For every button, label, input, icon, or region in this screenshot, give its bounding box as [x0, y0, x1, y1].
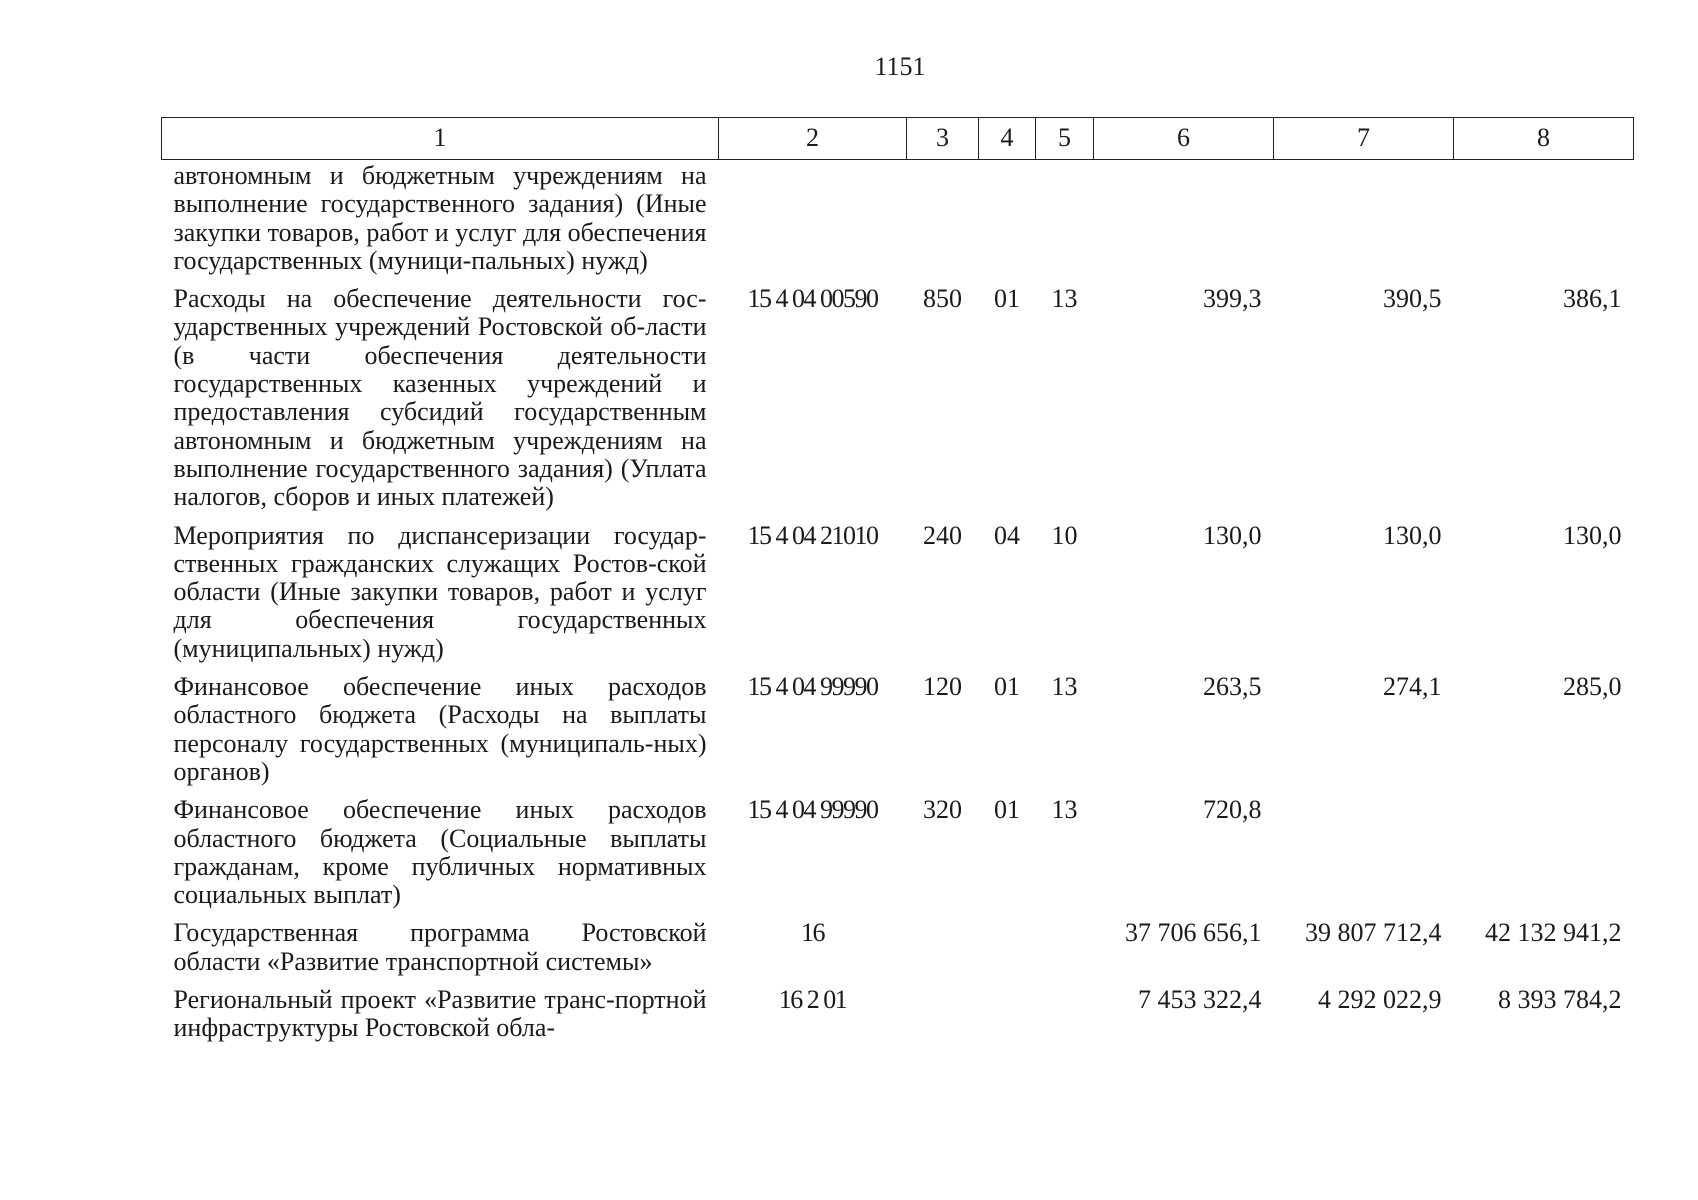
target-article-code: 15 4 04 99990: [747, 795, 878, 825]
target-article-code: 15 4 04 00590: [747, 284, 878, 314]
subsection-code: [1036, 986, 1094, 1053]
column-header-1: 1: [162, 118, 719, 160]
row-name: Финансовое обеспечение иных расходов областного бюджета (Расходы на выплаты персоналу государственных (муниципаль-ных) органов): [173, 672, 707, 786]
expense-type-code: 120: [923, 672, 962, 702]
amount-col-7: 39 807 712,4: [1305, 918, 1442, 948]
section-code: [979, 160, 1036, 286]
expense-type-code: 240: [923, 520, 962, 550]
section-code: [979, 919, 1036, 986]
row-name: Региональный проект «Развитие транс-портной инфраструктуры Ростовской обла-: [173, 985, 707, 1043]
amount-col-8: 285,0: [1563, 672, 1622, 702]
table-row: [162, 796, 1634, 919]
subsection-code: 13: [1051, 672, 1078, 702]
row-name: Государственная программа Ростовской области «Развитие транспортной системы»: [173, 918, 707, 976]
section-code: 01: [994, 672, 1020, 702]
target-article-code: 16 2 01: [778, 985, 847, 1015]
header-row: [162, 118, 1634, 160]
column-header-8: 8: [1454, 118, 1634, 160]
table-row: [162, 285, 1634, 521]
column-header-4: 4: [979, 118, 1036, 160]
column-header-7: 7: [1274, 118, 1454, 160]
target-article-code: [719, 160, 907, 286]
row-name: Расходы на обеспечение деятельности гос-ударственных учреждений Ростовской об-ласти (в части обеспечения деятельности государственных казенных учреждений и предоставления субсидий государственным автономным и бюджетным учреждениям на выполнение государственного задания) (Уплата налогов, сборов и иных платежей): [173, 284, 707, 512]
budget-table: [161, 117, 1634, 1053]
subsection-code: 13: [1051, 795, 1078, 825]
amount-col-8: 8 393 784,2: [1498, 985, 1622, 1015]
table-header: [162, 118, 1634, 160]
table-row: [162, 673, 1634, 796]
row-name: Мероприятия по диспансеризации государ-ственных гражданских служащих Ростов-ской области (Иные закупки товаров, работ и услуг для обеспечения государственных (муниципальных) нужд): [173, 520, 707, 663]
amount-col-7: 4 292 022,9: [1318, 985, 1442, 1015]
expense-type-code: 850: [923, 284, 962, 314]
target-article-code: 15 4 04 99990: [747, 672, 878, 702]
table-row: [162, 986, 1634, 1053]
subsection-code: 10: [1051, 520, 1078, 550]
amount-col-7: [1274, 160, 1454, 286]
amount-col-8: 42 132 941,2: [1485, 918, 1622, 948]
amount-col-7: 130,0: [1383, 520, 1442, 550]
row-name: автономным и бюджетным учреждениям на выполнение государственного задания) (Иные закупки товаров, работ и услуг для обеспечения государственных (муници-пальных) нужд): [173, 161, 707, 275]
section-code: 01: [994, 795, 1020, 825]
section-code: [979, 986, 1036, 1053]
amount-col-7: 390,5: [1383, 284, 1442, 314]
amount-col-6: 720,8: [1203, 795, 1262, 825]
column-header-6: 6: [1094, 118, 1274, 160]
column-header-2: 2: [719, 118, 907, 160]
section-code: 04: [994, 520, 1020, 550]
table-row: [162, 160, 1634, 286]
amount-col-8: 386,1: [1563, 284, 1622, 314]
table-row: [162, 919, 1634, 986]
amount-col-6: 37 706 656,1: [1125, 918, 1262, 948]
subsection-code: 13: [1051, 284, 1078, 314]
section-code: 01: [994, 284, 1020, 314]
expense-type-code: [907, 986, 979, 1053]
amount-col-8: [1454, 796, 1634, 919]
subsection-code: [1036, 919, 1094, 986]
target-article-code: 15 4 04 21010: [747, 520, 878, 550]
subsection-code: [1036, 160, 1094, 286]
target-article-code: 16: [801, 918, 824, 948]
page-number: 1151: [874, 52, 926, 81]
amount-col-7: 274,1: [1383, 672, 1442, 702]
amount-col-7: [1274, 796, 1454, 919]
amount-col-6: [1094, 160, 1274, 286]
amount-col-6: 399,3: [1203, 284, 1262, 314]
column-header-3: 3: [907, 118, 979, 160]
column-header-5: 5: [1036, 118, 1094, 160]
amount-col-8: [1454, 160, 1634, 286]
table-body: [162, 160, 1634, 1053]
row-name: Финансовое обеспечение иных расходов областного бюджета (Социальные выплаты гражданам, кроме публичных нормативных социальных выплат): [173, 795, 707, 910]
table-row: [162, 522, 1634, 673]
amount-col-6: 7 453 322,4: [1138, 985, 1262, 1015]
expense-type-code: [907, 160, 979, 286]
amount-col-8: 130,0: [1563, 520, 1622, 550]
expense-type-code: 320: [923, 795, 962, 825]
expense-type-code: [907, 919, 979, 986]
amount-col-6: 263,5: [1203, 672, 1262, 702]
amount-col-6: 130,0: [1203, 520, 1262, 550]
